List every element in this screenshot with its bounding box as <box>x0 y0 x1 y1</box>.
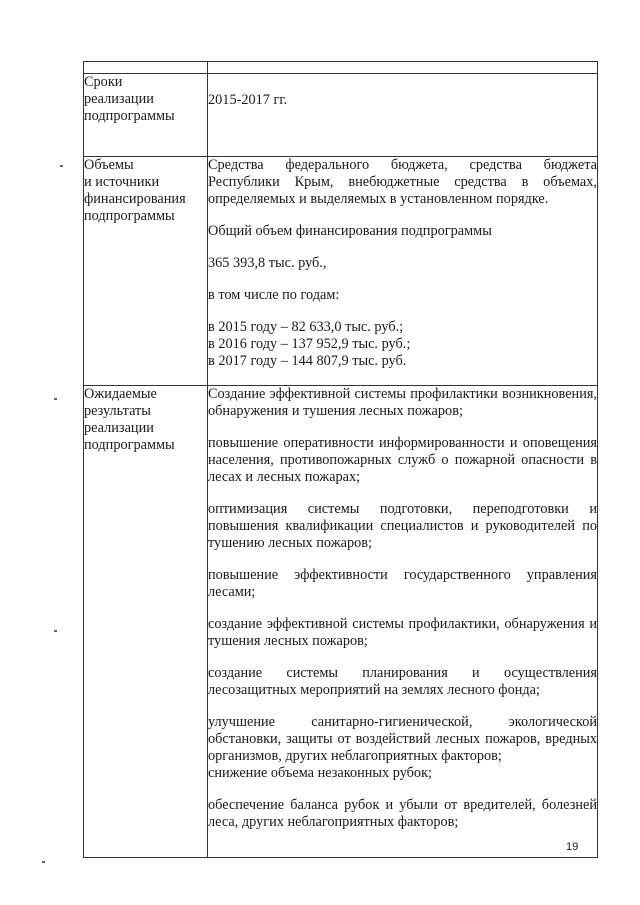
result-item: улучшение санитарно-гигиенической, экологической обстановки, защиты от воздействий лесных пожаров, вредных организмов, других неблагоприятных факторов; снижение объема незаконных рубок; <box>208 714 597 781</box>
scan-mark <box>60 165 63 167</box>
result-item: оптимизация системы подготовки, переподготовки и повышения квалификации специалистов и руководителей по тушению лесных пожаров; <box>208 501 597 551</box>
row-label-financing: Объемы и источники финансирования подпрограммы <box>84 157 208 386</box>
financing-by-year-label: в том числе по годам: <box>208 287 340 303</box>
result-item: создание эффективной системы профилактики, обнаружения и тушения лесных пожаров; <box>208 616 597 649</box>
table-row-results <box>84 386 598 858</box>
scan-mark <box>54 630 57 632</box>
result-item: обеспечение баланса рубок и убыли от вредителей, болезней леса, других неблагоприятных факторов; <box>208 797 597 830</box>
row-value-financing <box>208 157 598 386</box>
row-label-period: Сроки реализации подпрограммы <box>84 74 208 157</box>
table-row-financing <box>84 157 598 386</box>
page-number: 19 <box>566 841 579 853</box>
period-value: 2015-2017 гг. <box>208 92 288 108</box>
result-item: создание системы планирования и осуществления лесозащитных мероприятий на землях лесного фонда; <box>208 665 597 698</box>
financing-sources: Средства федерального бюджета, средства бюджета Республики Крым, внебюджетные средства в объемах, определяемых и выделяемых в установленном порядке. <box>208 157 597 207</box>
table-header-row <box>84 62 598 74</box>
program-passport-table <box>83 61 598 858</box>
table-row-period <box>84 74 598 157</box>
financing-total-label: Общий объем финансирования подпрограммы <box>208 223 492 239</box>
table-cell <box>84 62 208 74</box>
table-cell <box>208 62 598 74</box>
result-item: Создание эффективной системы профилактики возникновения, обнаружения и тушения лесных пожаров; <box>208 386 597 419</box>
result-item: повышение оперативности информированности и оповещения населения, противопожарных служб о пожарной опасности в лесах и лесных пожарах; <box>208 435 597 485</box>
result-item: повышение эффективности государственного управления лесами; <box>208 567 597 600</box>
scan-mark <box>54 398 57 400</box>
row-label-results: Ожидаемые результаты реализации подпрограммы <box>84 386 208 858</box>
financing-by-year: в 2015 году – 82 633,0 тыс. руб.; в 2016 году – 137 952,9 тыс. руб.; в 2017 году – 144 807,9 тыс. руб. <box>208 319 411 369</box>
scan-mark <box>42 861 45 863</box>
row-value-results <box>208 386 598 858</box>
financing-total-value: 365 393,8 тыс. руб., <box>208 255 327 271</box>
row-value-period <box>208 74 598 157</box>
